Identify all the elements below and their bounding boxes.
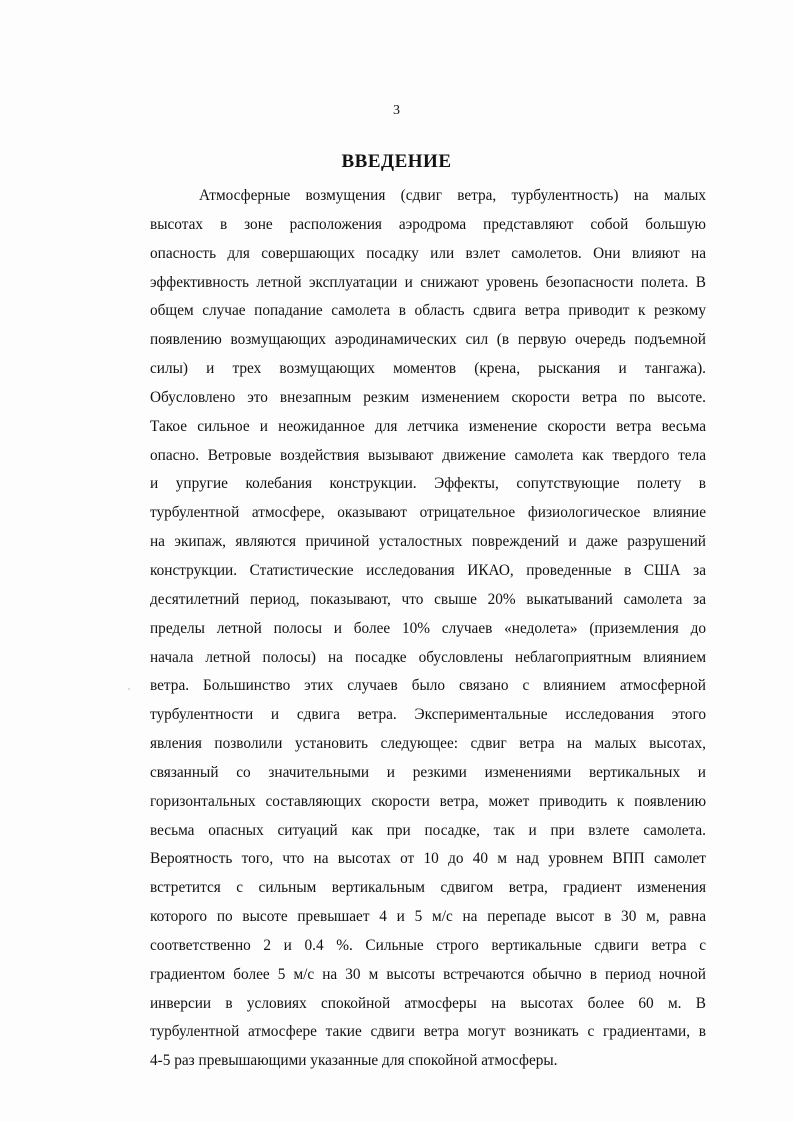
text-line: начала летной полосы) на посадке обусловлены неблагоприятным влиянием [150, 648, 706, 666]
text-line: конструкции. Статистические исследования ИКАО, проведенные в США за [150, 561, 706, 579]
text-line: и упругие колебания конструкции. Эффекты, сопутствующие полету в [150, 475, 706, 493]
text-line: опасность для совершающих посадку или взлет самолетов. Они влияют на [150, 244, 706, 262]
text-line: которого по высоте превышает 4 и 5 м/с на перепаде высот в 30 м, равна [150, 908, 706, 926]
text-line: высотах в зоне расположения аэродрома представляют собой большую [150, 215, 706, 233]
text-line: появлению возмущающих аэродинамических сил (в первую очередь подъемной [150, 331, 706, 349]
text-line: весьма опасных ситуаций как при посадке, так и при взлете самолета. [150, 821, 706, 839]
text-line: горизонтальных составляющих скорости ветра, может приводить к появлению [150, 792, 706, 810]
text-line: Обусловлено это внезапным резким изменением скорости ветра по высоте. [150, 388, 706, 406]
section-heading: ВВЕДЕНИЕ [341, 151, 452, 172]
text-line: соответственно 2 и 0.4 %. Сильные строго вертикальные сдвиги ветра с [150, 936, 706, 954]
text-line: связанный со значительными и резкими изменениями вертикальных и [150, 763, 706, 781]
text-line: инверсии в условиях спокойной атмосферы на высотах более 60 м. В [150, 994, 706, 1012]
text-line: на экипаж, являются причиной усталостных повреждений и даже разрушений [150, 533, 706, 551]
body-text [150, 182, 706, 1076]
text-line: силы) и трех возмущающих моментов (крена, рыскания и тангажа). [150, 360, 706, 378]
text-line: 4-5 раз превышающими указанные для спокойной атмосферы. [150, 1052, 558, 1070]
text-line: явления позволили установить следующее: сдвиг ветра на малых высотах, [150, 735, 706, 753]
text-line: турбулентной атмосфере такие сдвиги ветра могут возникать с градиентами, в [150, 1023, 706, 1041]
text-line: опасно. Ветровые воздействия вызывают движение самолета как твердого тела [150, 446, 706, 464]
text-line: Атмосферные возмущения (сдвиг ветра, турбулентность) на малых [199, 187, 706, 204]
text-line: десятилетний период, показывают, что свыше 20% выкатываний самолета за [150, 590, 706, 608]
text-line: встретится с сильным вертикальным сдвигом ветра, градиент изменения [150, 879, 706, 897]
text-line: ветра. Большинство этих случаев было связано с влиянием атмосферной [150, 677, 706, 695]
text-line: турбулентной атмосфере, оказывают отрицательное физиологическое влияние [150, 504, 706, 522]
text-line: общем случае попадание самолета в область сдвига ветра приводит к резкому [150, 302, 706, 320]
text-line: Такое сильное и неожиданное для летчика изменение скорости ветра весьма [150, 417, 706, 435]
text-line: градиентом более 5 м/с на 30 м высоты встречаются обычно в период ночной [150, 965, 706, 983]
page-number: 3 [393, 103, 400, 118]
text-line: пределы летной полосы и более 10% случаев «недолета» (приземления до [150, 619, 706, 637]
scan-speck [128, 688, 130, 690]
text-line: эффективность летной эксплуатации и снижают уровень безопасности полета. В [150, 273, 706, 291]
text-line: Вероятность того, что на высотах от 10 до 40 м над уровнем ВПП самолет [150, 850, 706, 868]
text-line: турбулентности и сдвига ветра. Экспериментальные исследования этого [150, 706, 706, 724]
